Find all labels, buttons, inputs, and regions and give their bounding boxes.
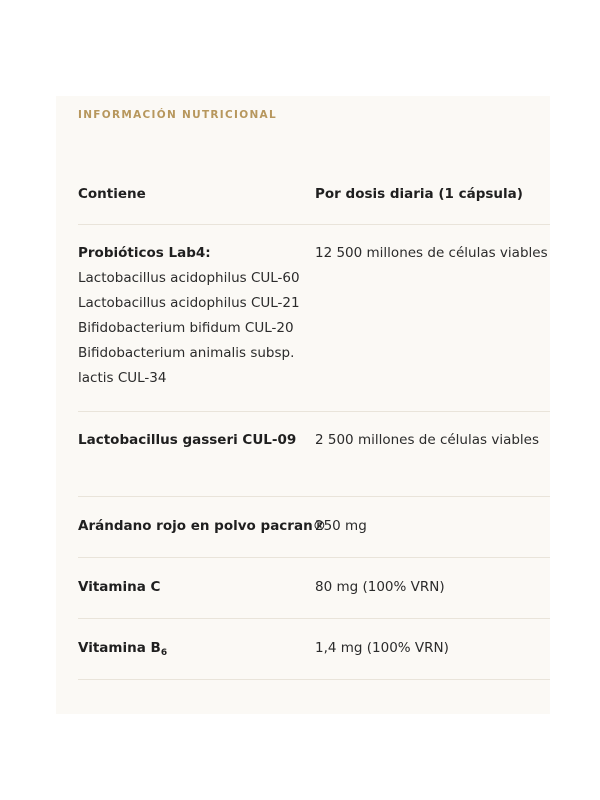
dose-value: 1,4 mg (100% VRN) [315, 640, 449, 656]
ingredient-cell [78, 241, 300, 391]
table-row [78, 497, 550, 558]
ingredient-name: Lactobacillus gasseri CUL-09 [78, 432, 297, 448]
table-header-row [78, 168, 550, 225]
ingredient-sub-item: Bifidobacterium animalis subsp. [78, 345, 295, 361]
ingredient-name: Vitamina C [78, 579, 161, 595]
dose-value: 250 mg [315, 518, 367, 534]
ingredient-sub-item: Bifidobacterium bifidum CUL-20 [78, 320, 294, 336]
ingredient-name-subscript: 6 [160, 648, 168, 658]
dose-value: 2 500 millones de células viables [315, 432, 540, 448]
column-header-daily-dose: Por dosis diaria (1 cápsula) [315, 186, 523, 202]
column-header-contains: Contiene [78, 186, 146, 202]
table-row [78, 558, 550, 619]
ingredient-name: Probióticos Lab4: [78, 245, 211, 261]
dose-value: 80 mg (100% VRN) [315, 579, 445, 595]
ingredient-name [78, 636, 167, 663]
ingredient-sub-item: lactis CUL-34 [78, 370, 167, 386]
section-label: INFORMACIÓN NUTRICIONAL [78, 109, 277, 121]
table-row [78, 619, 550, 680]
dose-value: 12 500 millones de células viables [315, 245, 548, 261]
nutrition-info-panel [56, 96, 550, 714]
ingredient-name-text: Vitamina B [78, 640, 161, 656]
table-row [78, 225, 550, 412]
ingredient-sub-item: Lactobacillus acidophilus CUL-60 [78, 270, 300, 286]
ingredient-name: Arándano rojo en polvo pacran® [78, 518, 327, 534]
ingredient-sub-item: Lactobacillus acidophilus CUL-21 [78, 295, 300, 311]
table-row [78, 412, 550, 497]
